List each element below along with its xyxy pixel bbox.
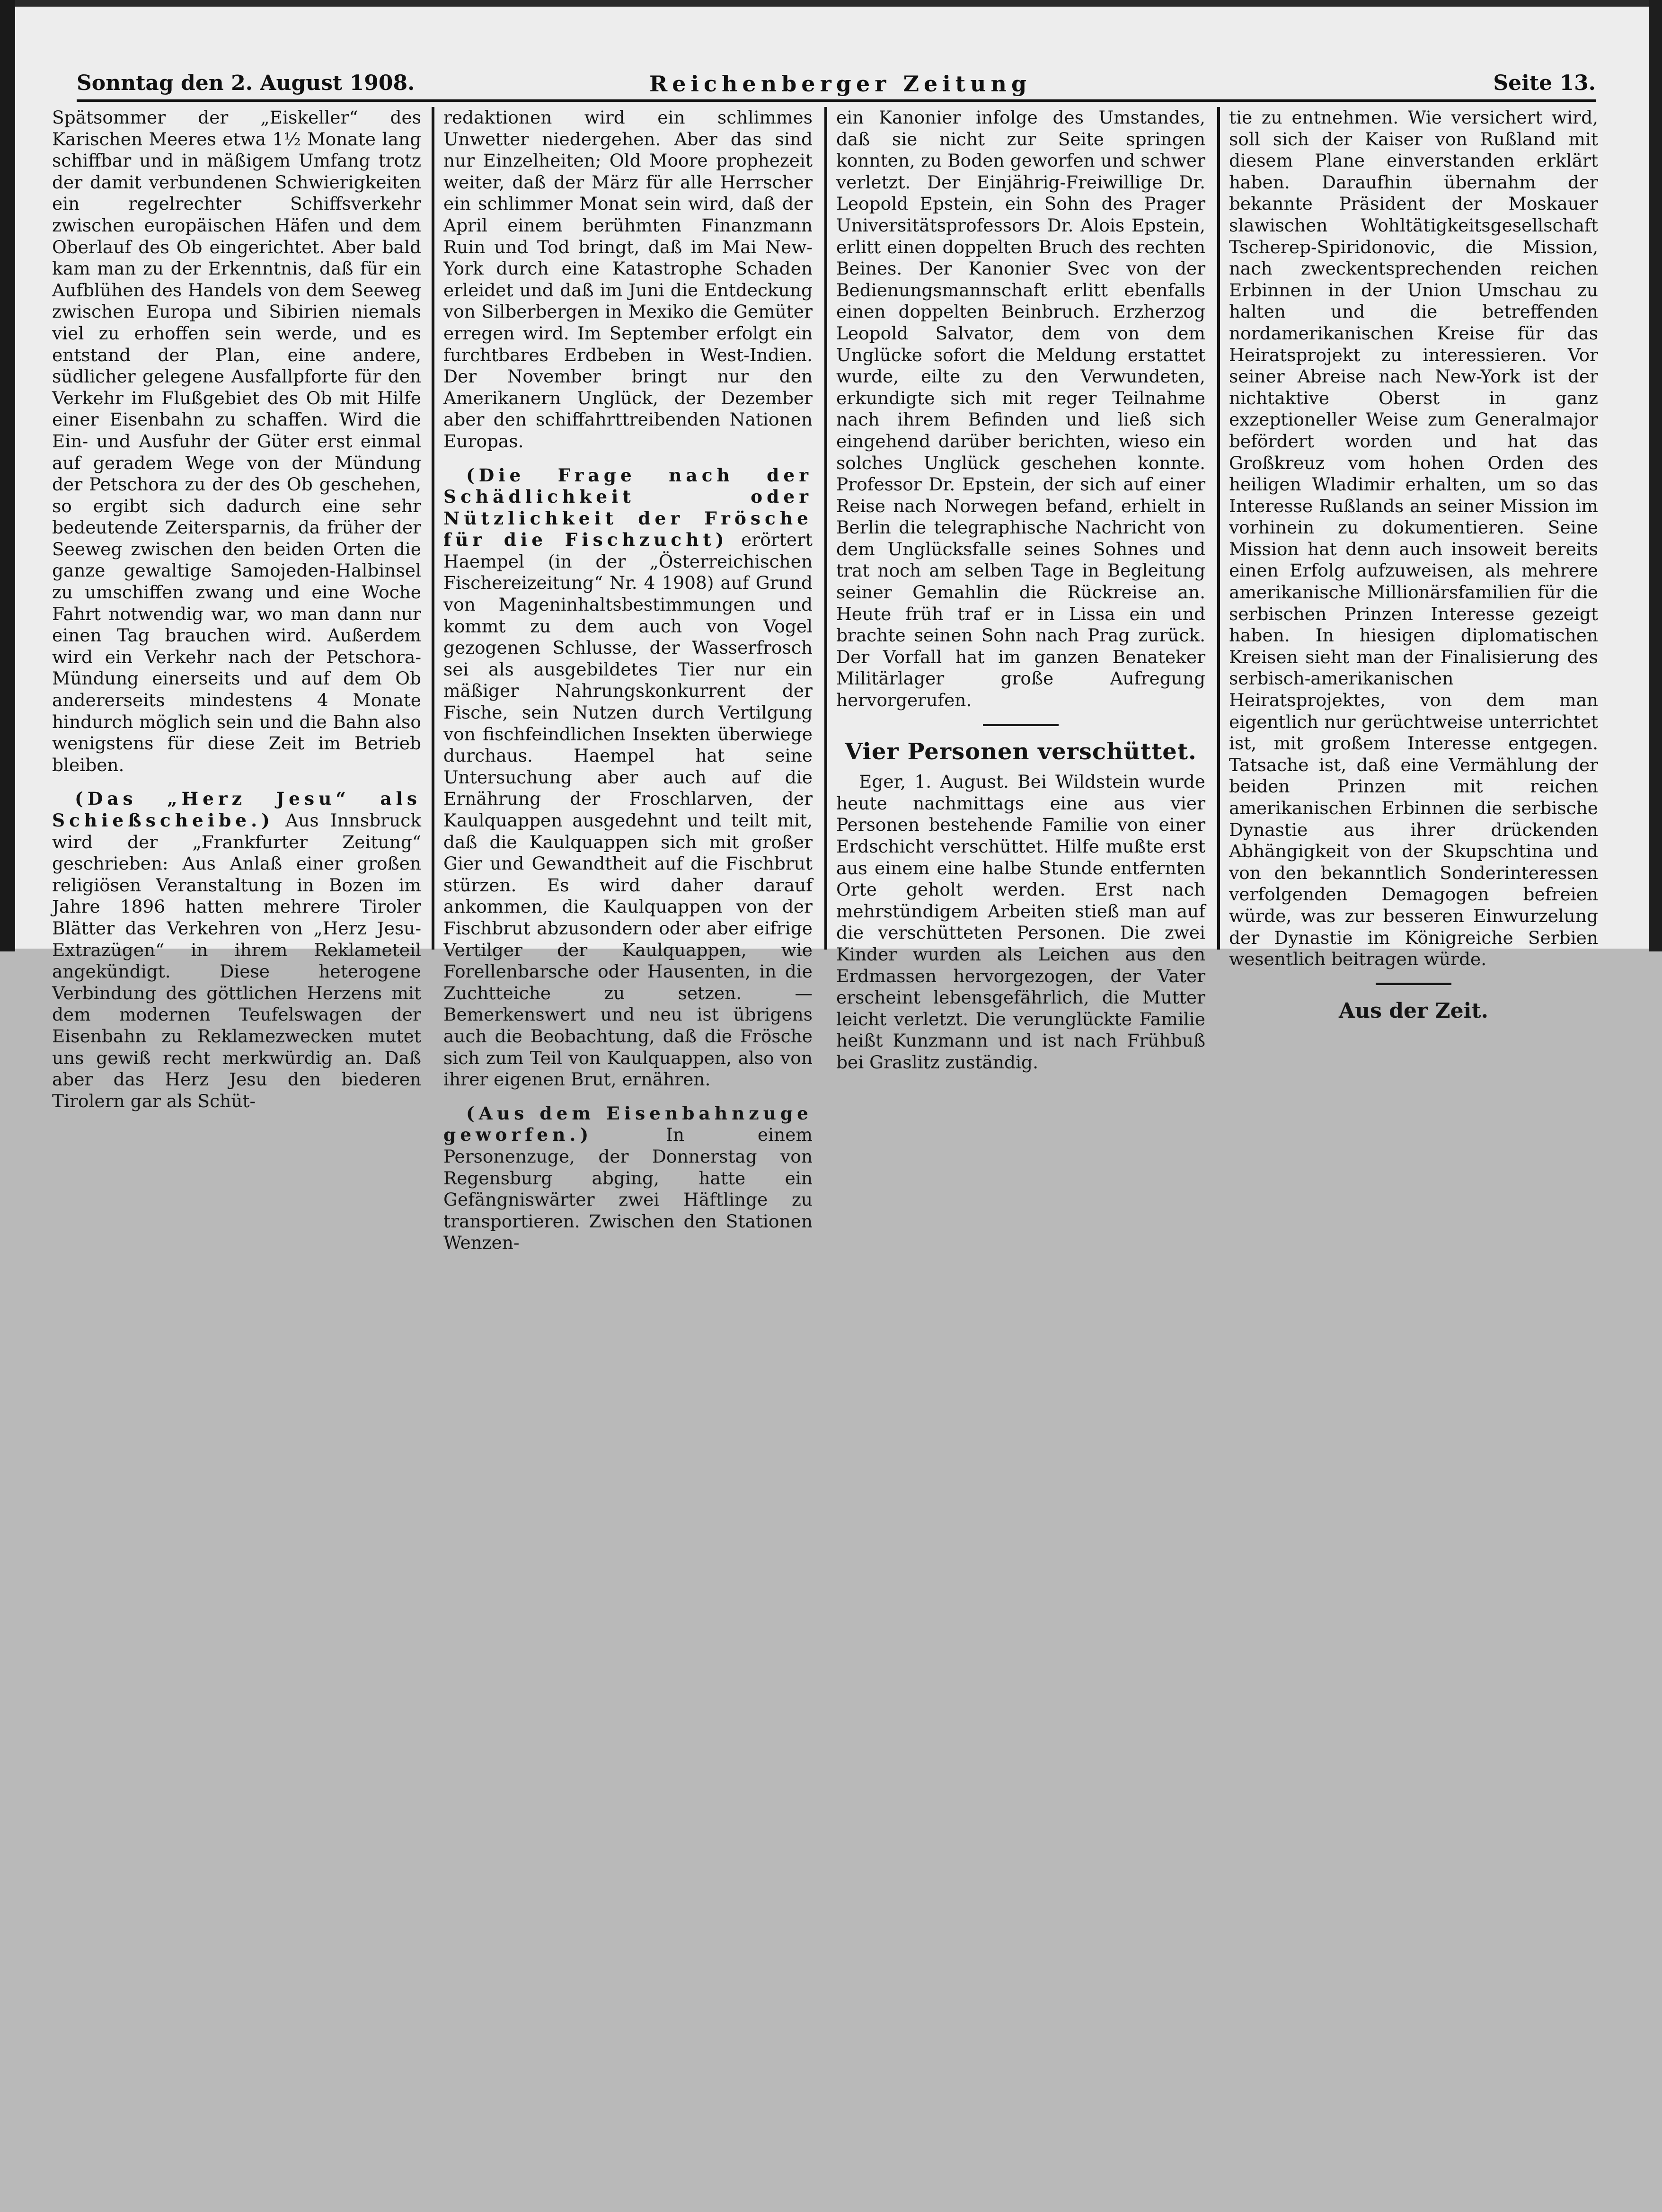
column-divider [824,107,827,950]
page-number: Seite 13. [1493,71,1596,95]
scan-border-left [0,0,15,951]
column-1 [52,107,421,1111]
article-paragraph [52,788,421,1112]
article-paragraph: Spätsommer der „Eiskeller“ des Karischen Meeres etwa 1½ Monate lang schiffbar und in mäßigem Umfang trotz der damit verbundenen Schwierigkeiten ein regelrechter Schiffsverkehr zwischen europäischen Häfen und dem Oberlauf des Ob eingerichtet. Aber bald kam man zu der Erkenntnis, daß für ein Aufblühen des Handels von dem Seeweg zwischen Europa und Sibirien niemals viel zu erhoffen sein werde, und es entstand der Plan, eine andere, südlicher gelegene Ausfallpforte für den Verkehr im Flußgebiet des Ob mit Hilfe einer Eisenbahn zu schaffen. Wird die Ein- und Ausfuhr der Güter erst einmal auf geradem Wege von der Mündung der Petschora zu der des Ob geschehen, so ergibt sich dadurch eine sehr bedeutende Zeitersparnis, da früher der Seeweg zwischen den beiden Orten die ganze gewaltige Samojeden-Halbinsel zu umschiffen zwang und eine Woche Fahrt notwendig war, wo man dann nur einen Tag brauchen wird. Außerdem wird ein Verkehr nach der Petschora-Mündung einerseits und auf dem Ob andererseits mindestens 4 Monate hindurch möglich sein und die Bahn also wenigstens für diese Zeit im Betrieb bleiben. [52,107,421,775]
column-divider [1217,107,1220,950]
article-paragraph: tie zu entnehmen. Wie versichert wird, soll sich der Kaiser von Rußland mit diesem Plane einverstanden erklärt haben. Daraufhin übernahm der bekannte Präsident der Moskauer slawischen Wohltätigkeitsgesellschaft Tscherep-Spiridonovic, die Mission, nach zweckentsprechenden reichen Erbinnen in der Union Umschau zu halten und die betreffenden nordamerikanischen Kreise für das Heiratsprojekt zu interessieren. Vor seiner Abreise nach New-York ist der nichtaktive Oberst in ganz exzeptioneller Weise zum Generalmajor befördert worden und hat das Großkreuz vom hohen Orden des heiligen Wladimir erhalten, um so das Interesse Rußlands an seiner Mission im vorhinein zu dokumentieren. Seine Mission hat denn auch insoweit bereits einen Erfolg aufzuweisen, als mehrere amerikanische Millionärsfamilien für die serbischen Prinzen Interesse gezeigt haben. In hiesigen diplomatischen Kreisen sieht man der Finalisierung des serbisch-amerikanischen Heiratsprojektes, von dem man eigentlich nur gerüchtweise unterrichtet ist, mit großem Interesse entgegen. Tatsache ist, daß eine Vermählung der beiden Prinzen mit reichen amerikanischen Erbinnen die serbische Dynastie aus ihrer drückenden Abhängigkeit von der Skupschtina und von den bekanntlich Sonderinteressen verfolgenden Demagogen befreien würde, was zur besseren Einwurzelung der Dynastie im Königreiche Serbien wesentlich beitragen würde. [1229,107,1598,970]
column-3 [836,107,1205,1073]
page-header [77,71,1596,102]
article-paragraph: ein Kanonier infolge des Umstandes, daß sie nicht zur Seite springen konnten, zu Boden geworfen und schwer verletzt. Der Einjährig-Freiwillige Dr. Leopold Epstein, ein Sohn des Prager Universitätsprofessors Dr. Alois Epstein, erlitt einen doppelten Bruch des rechten Beines. Der Kanonier Svec von der Bedienungsmannschaft erlitt ebenfalls einen doppelten Beinbruch. Erzherzog Leopold Salvator, dem von dem Unglücke sofort die Meldung erstattet wurde, eilte zu den Verwundeten, erkundigte sich mit reger Teilnahme nach ihrem Befinden und ließ sich eingehend darüber berichten, wieso ein solches Unglück geschehen konnte. Professor Dr. Epstein, der sich auf einer Reise nach Norwegen befand, erhielt in Berlin die telegraphische Nachricht von dem Unglücksfalle seines Sohnes und trat noch am selben Tage in Begleitung seiner Gemahlin die Rückreise an. Heute früh traf er in Lissa ein und brachte seinen Sohn nach Prag zurück. Der Vorfall hat im ganzen Benateker Militärlager große Aufregung hervorgerufen. [836,107,1205,711]
article-heading: (Die Frage nach der Schädlichkeit oder Nützlichkeit der Frösche für die Fischzucht) [443,464,813,551]
scan-border-top [0,0,1662,7]
article-paragraph [443,465,813,1091]
article-heading: (Aus dem Eisenbahnzuge geworfen.) [443,1102,813,1146]
article-body: erörtert Haempel (in der „Österreichischen Fischereizeitung“ Nr. 4 1908) auf Grund von Mageninhaltsbestimmungen und kommt zu dem auch von Vogel gezogenen Schlusse, der Wasserfrosch sei als ausgebildetes Tier nur ein mäßiger Nahrungskonkurrent der Fische, sein Nutzen durch Vertilgung von fischfeindlichen Insekten überwiege durchaus. Haempel hat seine Untersuchung aber auch auf die Ernährung der Froschlarven, der Kaulquappen ausgedehnt und teilt mit, daß die Kaulquappen sich mit großer Gier und Gewandtheit auf die Fischbrut stürzen. Es wird daher darauf ankommen, die Kaulquappen von der Fischbrut abzusondern oder aber eifrige Vertilger der Kaulquappen, wie Forellenbarsche oder Hausenten, in die Zuchtteiche zu setzen. — Bemerkenswert und neu ist übrigens auch die Beobachtung, daß die Frösche sich zum Teil von Kaulquappen, also von ihrer eigenen Brut, ernähren. [443,529,813,1090]
article-headline: Vier Personen verschüttet. [845,738,1197,765]
article-heading: (Das „Herz Jesu“ als Schießscheibe.) [52,788,421,831]
next-article-heading: Aus der Zeit. [1339,998,1488,1023]
scan-border-right [1649,0,1662,951]
article-separator [1376,983,1451,985]
article-body: Aus Innsbruck wird der „Frankfurter Zeitung“ geschrieben: Aus Anlaß einer großen religiösen Veranstaltung in Bozen im Jahre 1896 hatten mehrere Tiroler Blätter das Verkehren von „Herz Jesu-Extrazügen“ in ihrem Reklameteil angekündigt. Diese heterogene Verbindung des göttlichen Herzens mit dem modernen Teufelswagen der Eisenbahn zu Reklamezwecken mutet uns gewiß recht merkwürdig an. Daß aber das Herz Jesu den biederen Tirolern gar als Schüt- [52,810,421,1111]
article-separator [983,724,1059,726]
newspaper-title: Reichenberger Zeitung [649,71,1032,97]
article-paragraph: Eger, 1. August. Bei Wildstein wurde heute nachmittags eine aus vier Personen bestehende Familie von einer Erdschicht verschüttet. Hilfe mußte erst aus einem eine halbe Stunde entfernten Orte geholt werden. Erst nach mehrstündigem Arbeiten stieß man auf die verschütteten Personen. Die zwei Kinder wurden als Leichen aus den Erdmassen hervorgezogen, der Vater erscheint lebensgefährlich, die Mutter leicht verletzt. Die verunglückte Familie heißt Kunzmann und ist nach Frühbuß bei Graslitz zuständig. [836,771,1205,1073]
article-paragraph [443,1103,813,1254]
article-paragraph: redaktionen wird ein schlimmes Unwetter niedergehen. Aber das sind nur Einzelheiten; Old Moore prophezeit weiter, daß der März für alle Herrscher ein schlimmer Monat sein wird, daß der April einem berühmten Finanzmann Ruin und Tod bringt, daß im Mai New-York durch eine Katastrophe Schaden erleidet und daß im Juni die Entdeckung von Silberbergen in Mexiko die Gemüter erregen wird. Im September erfolgt ein furchtbares Erdbeben in West-Indien. Der November bringt nur den Amerikanern Unglück, der Dezember aber den schiffahrttreibenden Nationen Europas. [443,107,813,452]
column-2 [443,107,813,1253]
column-4 [1229,107,1598,1023]
column-divider [432,107,434,950]
newspaper-page [15,7,1649,1253]
article-body: In einem Personenzuge, der Donnerstag von Regensburg abging, hatte ein Gefängniswärter zwei Häftlinge zu transportieren. Zwischen den Stationen Wenzen- [443,1124,813,1253]
header-date: Sonntag den 2. August 1908. [77,71,415,95]
